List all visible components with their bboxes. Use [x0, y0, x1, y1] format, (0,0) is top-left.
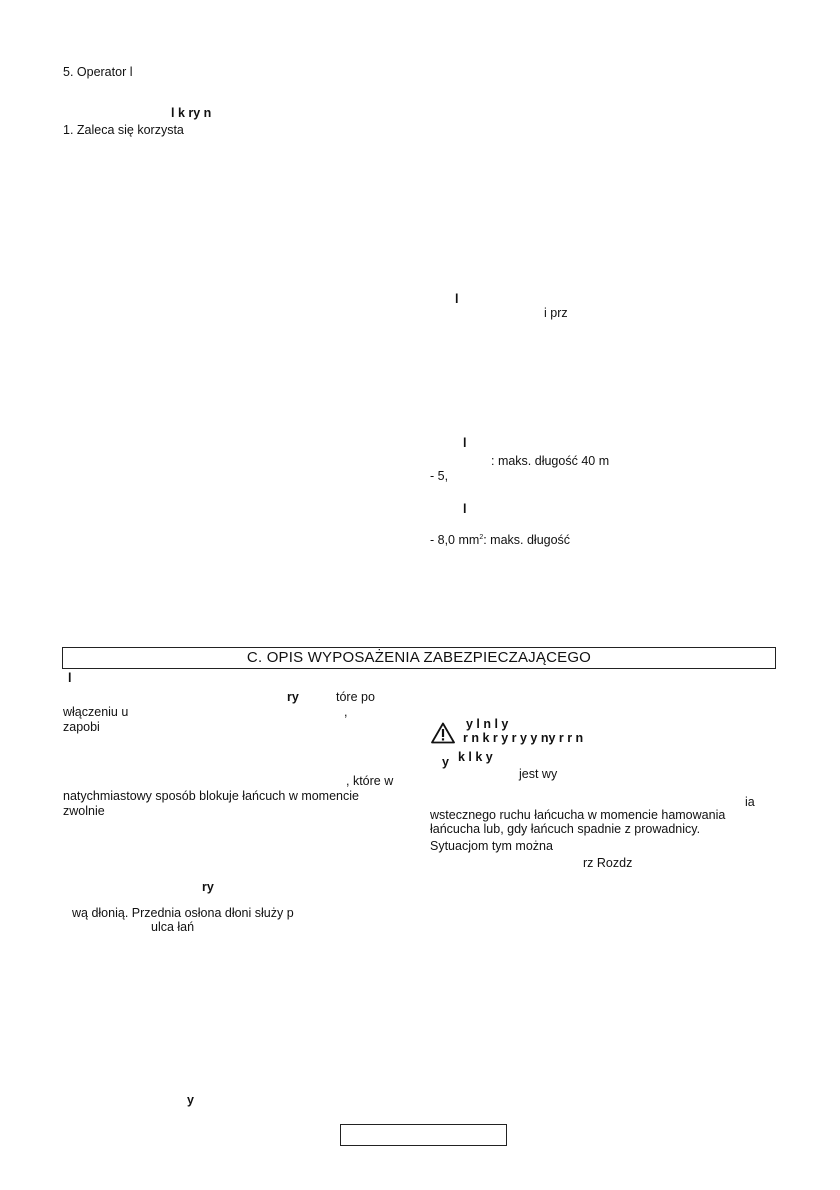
section-c-l: l — [68, 671, 72, 685]
warning-line-2: r n k r y r y y ny r r n — [463, 731, 584, 745]
warning-line-1: y l n l y — [466, 717, 509, 731]
section-c-line1: tóre po — [336, 690, 375, 704]
section-c-line2a: włączeniu u — [63, 705, 129, 719]
section-c-ry-bold: ry — [287, 690, 299, 704]
section-c-line8: ulca łań — [151, 920, 195, 934]
warning-icon-y: y — [442, 755, 449, 769]
right-fragment-8mm — [430, 533, 570, 547]
section-c-line7: wą dłonią. Przednia osłona dłoni służy p — [72, 906, 294, 920]
kickback-sytuacjom: Sytuacjom tym można — [430, 839, 553, 853]
right-fragment-maks40: : maks. długość 40 m — [491, 454, 610, 468]
right-fragment-minus5: - 5, — [430, 469, 449, 483]
subheading: l k ry n — [171, 106, 212, 120]
warning-line-3: k l k y — [458, 750, 493, 764]
right-fragment-l3: l — [463, 502, 467, 516]
kickback-ia: ia — [745, 795, 755, 809]
right-fragment-prz: i prz — [544, 306, 568, 320]
section-title: C. OPIS WYPOSAŻENIA ZABEZPIECZAJĄCEGO — [246, 649, 592, 666]
list-item-1: 1. Zaleca się korzysta — [63, 123, 184, 137]
kickback-jest: jest wy — [519, 767, 558, 781]
right-fragment-l1: l — [455, 292, 459, 306]
kickback-line-b: łańcucha lub, gdy łańcuch spadnie z prowadnicy. — [430, 822, 701, 836]
right-fragment-8mm-a: - 8,0 mm — [430, 533, 480, 547]
list-item-5: 5. Operator l — [63, 65, 133, 79]
right-fragment-l2: l — [463, 436, 467, 450]
section-c-ry: ry — [202, 880, 214, 894]
warning-icon — [431, 722, 455, 744]
section-c-line4: , które w — [346, 774, 394, 788]
section-c-line6: zwolnie — [63, 804, 105, 818]
kickback-line-a: wstecznego ruchu łańcucha w momencie hamowania — [430, 808, 726, 822]
right-fragment-8mm-b: : maks. długość — [483, 533, 571, 547]
footer-page-box — [340, 1124, 507, 1146]
section-c-line3: zapobi — [63, 720, 100, 734]
section-c-y: y — [187, 1093, 194, 1107]
section-c-line5: natychmiastowy sposób blokuje łańcuch w momencie — [63, 789, 359, 803]
section-heading-box — [62, 647, 776, 669]
section-c-line2b: , — [344, 705, 348, 719]
kickback-rozdz: rz Rozdz — [583, 856, 633, 870]
superscript-2: 2 — [479, 533, 484, 541]
